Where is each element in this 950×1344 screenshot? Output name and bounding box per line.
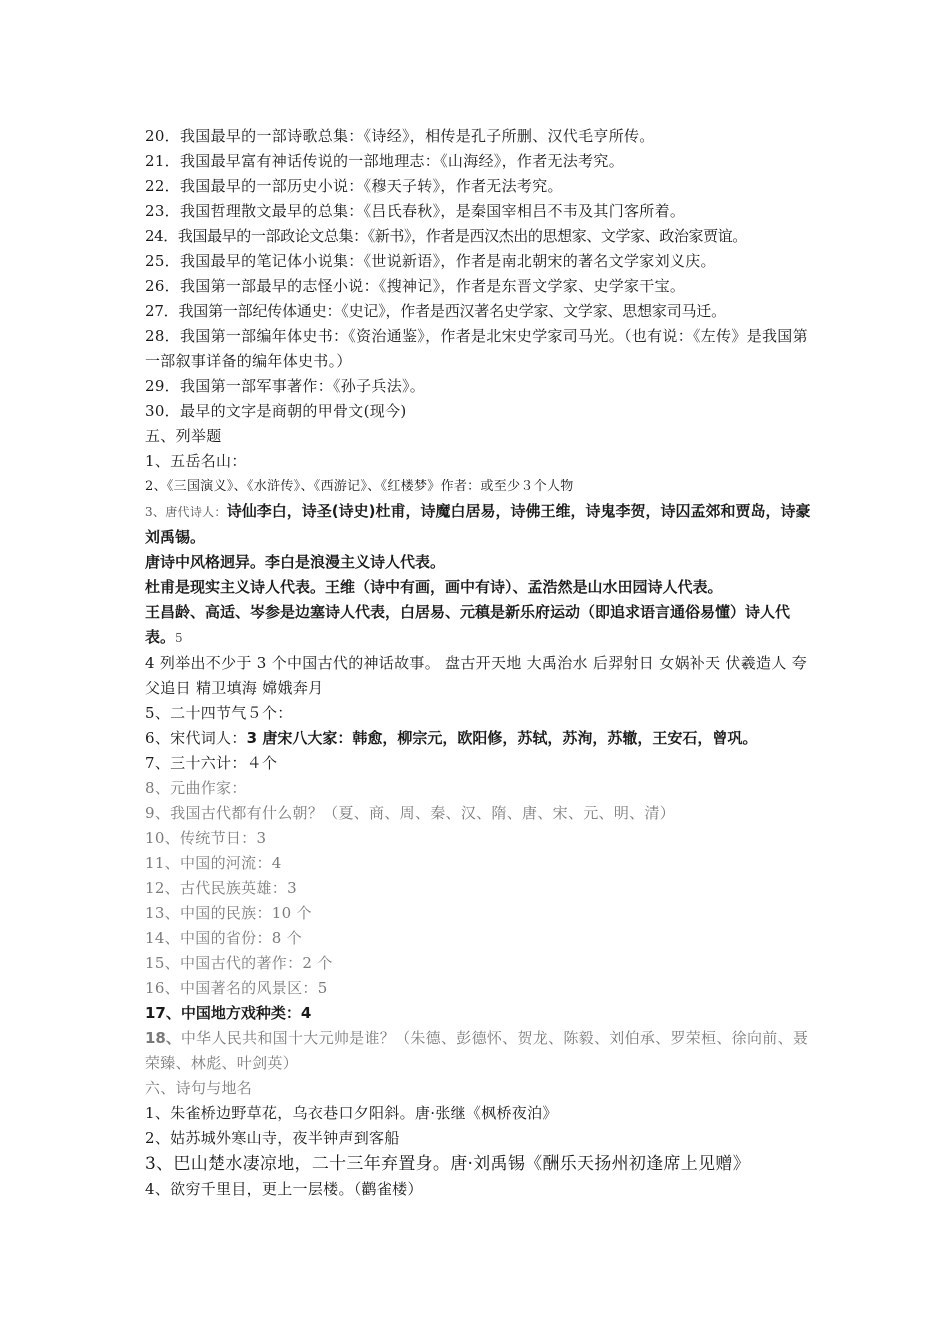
list-item-16: 16、中国著名的风景区：5 [145, 979, 328, 997]
text-line-23: 23．我国哲理散文最早的总集：《吕氏春秋》，是秦国宰相吕不韦及其门客所着。 [145, 202, 686, 220]
list-item-14: 14、中国的省份：8 个 [145, 929, 302, 947]
eight-masters-text: 3 唐宋八大家：韩愈，柳宗元，欧阳修，苏轼，苏洵，苏辙，王安石，曾巩。 [246, 729, 758, 747]
list-item-9: 9、我国古代都有什么朝？（夏、商、周、秦、汉、隋、唐、宋、元、明、清） [145, 804, 676, 822]
tang-poets-text: 诗仙李白，诗圣(诗史)杜甫，诗魔白居易，诗佛王维，诗鬼李贺，诗囚孟郊和贾岛，诗豪刘禹锡。 [145, 502, 811, 546]
list-item-7: 7、三十六计：４个 [145, 754, 278, 772]
text-line-25: 25．我国最早的笔记体小说集：《世说新语》，作者是南北朝宋的著名文学家刘义庆。 [145, 252, 716, 270]
text-line-27: 27．我国第一部纪传体通史：《史记》，作者是西汉著名史学家、文学家、思想家司马迁。 [145, 302, 726, 320]
text-line-21: 21．我国最早富有神话传说的一部地理志：《山海经》，作者无法考究。 [145, 152, 624, 170]
poem-line-2: 2、姑苏城外寒山寺，夜半钟声到客船 [145, 1129, 400, 1147]
marshals-text: 中华人民共和国十大元帅是谁？（朱德、彭德怀、贺龙、陈毅、刘伯承、罗荣桓、徐向前、聂荣臻、林彪、叶剑英） [145, 1029, 809, 1072]
section-heading-6: 六、诗句与地名 [145, 1079, 253, 1097]
list-item-8: 8、元曲作家： [145, 779, 247, 797]
text-line-26: 26．我国第一部最早的志怪小说：《搜神记》，作者是东晋文学家、史学家干宝。 [145, 277, 686, 295]
list-item-4: 4 列举出不少于 3 个中国古代的神话故事。 盘古开天地 大禹治水 后羿射日 女娲补天 伏羲造人 夸父追日 精卫填海 嫦娥奔月 [145, 654, 808, 697]
list-item-2: 2、《三国演义》、《水浒传》、《西游记》、《红楼梦》作者：或至少３个人物 [145, 479, 574, 494]
list-item-5: 5、二十四节气５个： [145, 704, 293, 722]
text-line-24: 24．我国最早的一部政论文总集：《新书》，作者是西汉杰出的思想家、文学家、政治家贾谊。 [145, 227, 747, 245]
text-line-20: 20．我国最早的一部诗歌总集：《诗经》，相传是孔子所删、汉代毛亨所传。 [145, 127, 655, 145]
list-item-6 [145, 726, 817, 751]
list-item-11: 11、中国的河流：4 [145, 854, 282, 872]
list-item-12: 12、古代民族英雄：3 [145, 879, 297, 897]
text-line-28: 28．我国第一部编年体史书：《资治通鉴》，作者是北宋史学家司马光。（也有说：《左传》是我国第一部叙事详备的编年体史书。） [145, 327, 808, 370]
document-page [145, 124, 817, 1202]
list-item-15: 15、中国古代的著作：2 个 [145, 954, 333, 972]
list-item-17: 17、中国地方戏种类：4 [145, 1004, 312, 1022]
list-item-3-label: 3、唐代诗人： [145, 505, 227, 519]
list-item-18-label: 18、 [145, 1029, 181, 1047]
list-item-6-label: 6、宋代词人： [145, 729, 247, 747]
frontier-poets-text: 王昌龄、高适、岑参是边塞诗人代表，白居易、元稹是新乐府运动（即追求语言通俗易懂）诗人代表。 [145, 603, 791, 646]
list-item-1: 1、五岳名山： [145, 452, 247, 470]
footnote-5: 5 [175, 631, 183, 645]
section-heading-5: 五、列举题 [145, 427, 222, 445]
poem-line-1: 1、朱雀桥边野草花，乌衣巷口夕阳斜。唐·张继《枫桥夜泊》 [145, 1104, 558, 1122]
tang-poetry-style: 唐诗中风格迥异。李白是浪漫主义诗人代表。 [145, 553, 446, 571]
text-line-22: 22．我国最早的一部历史小说：《穆天子转》，作者无法考究。 [145, 177, 563, 195]
realism-poets: 杜甫是现实主义诗人代表。王维（诗中有画，画中有诗）、孟浩然是山水田园诗人代表。 [145, 578, 723, 596]
list-item-3 [145, 499, 817, 550]
frontier-poets [145, 600, 817, 651]
text-line-30: 30．最早的文字是商朝的甲骨文(现今) [145, 402, 407, 420]
text-line-29: 29．我国第一部军事著作：《孙子兵法》。 [145, 377, 426, 395]
poem-line-4: 4、欲穷千里目，更上一层楼。（鹳雀楼） [145, 1180, 423, 1198]
poem-line-3: 3、巴山楚水凄凉地，二十三年弃置身。唐·刘禹锡《酬乐天扬州初逢席上见赠》 [145, 1154, 751, 1174]
list-item-10: 10、传统节日：3 [145, 829, 267, 847]
list-item-18 [145, 1026, 817, 1076]
list-item-13: 13、中国的民族：10 个 [145, 904, 312, 922]
